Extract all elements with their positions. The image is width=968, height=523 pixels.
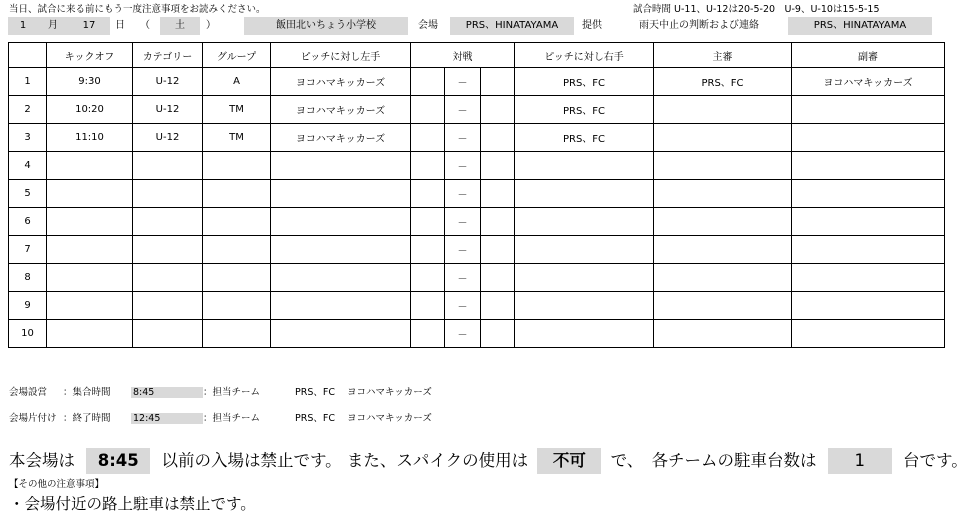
category-cell <box>133 320 203 348</box>
vs-left-blank <box>411 292 445 320</box>
row-number: 3 <box>9 124 47 152</box>
other-notes-heading: 【その他の注意事項】 <box>9 479 105 490</box>
group-cell <box>203 236 271 264</box>
referee-cell <box>654 236 792 264</box>
vs-dash: － <box>445 292 481 320</box>
cleanup-label: 会場片付け <box>9 413 57 424</box>
group-cell: TM <box>203 96 271 124</box>
vs-left-blank <box>411 68 445 96</box>
group-cell: A <box>203 68 271 96</box>
venue-name: 飯田北いちょう小学校 <box>244 17 408 35</box>
right-team-cell: PRS、FC <box>515 68 654 96</box>
notice-part4: 台です。 <box>903 451 968 470</box>
provider-value: PRS、HINATAYAMA <box>450 17 574 35</box>
vs-right-blank <box>481 96 515 124</box>
row-number: 6 <box>9 208 47 236</box>
kickoff-cell <box>47 264 133 292</box>
other-note-item: ・会場付近の路上駐車は禁止です。 <box>9 495 256 513</box>
rain-label: 雨天中止の判断および連絡 <box>639 20 759 31</box>
referee-cell <box>654 208 792 236</box>
assistant-cell <box>792 292 945 320</box>
category-cell <box>133 264 203 292</box>
paren-close: ） <box>206 20 216 31</box>
kickoff-cell <box>47 152 133 180</box>
left-team-cell <box>271 264 411 292</box>
right-team-cell <box>515 180 654 208</box>
parking-value: 1 <box>828 448 892 474</box>
left-team-cell: ヨコハマキッカーズ <box>271 124 411 152</box>
assistant-cell <box>792 320 945 348</box>
kickoff-cell <box>47 320 133 348</box>
setup-team-label: ：担当チーム <box>203 387 261 398</box>
referee-cell: PRS、FC <box>654 68 792 96</box>
group-cell: TM <box>203 124 271 152</box>
day-label: 日 <box>115 20 125 31</box>
table-row <box>9 124 945 152</box>
right-team-cell: PRS、FC <box>515 96 654 124</box>
assistant-cell <box>792 96 945 124</box>
cleanup-team2: ヨコハマキッカーズ <box>347 413 432 424</box>
notice-line <box>9 448 968 474</box>
assistant-cell <box>792 264 945 292</box>
vs-left-blank <box>411 320 445 348</box>
group-cell <box>203 208 271 236</box>
paren-open: （ <box>140 20 150 31</box>
weekday-value: 土 <box>160 17 200 35</box>
vs-right-blank <box>481 208 515 236</box>
setup-team2: ヨコハマキッカーズ <box>347 387 432 398</box>
right-team-cell <box>515 152 654 180</box>
vs-dash: － <box>445 68 481 96</box>
category-cell: U-12 <box>133 96 203 124</box>
right-team-cell <box>515 236 654 264</box>
left-team-cell <box>271 320 411 348</box>
vs-right-blank <box>481 320 515 348</box>
cleanup-team-label: ：担当チーム <box>203 413 261 424</box>
vs-right-blank <box>481 292 515 320</box>
vs-left-blank <box>411 264 445 292</box>
vs-dash: － <box>445 320 481 348</box>
category-cell <box>133 208 203 236</box>
col-header-left-team: ピッチに対し左手 <box>271 43 411 68</box>
setup-line <box>9 384 432 398</box>
table-row <box>9 68 945 96</box>
right-team-cell <box>515 320 654 348</box>
spike-value: 不可 <box>537 448 601 474</box>
group-cell <box>203 292 271 320</box>
cleanup-time-label: ：終了時間 <box>63 413 111 424</box>
right-team-cell: PRS、FC <box>515 124 654 152</box>
category-cell: U-12 <box>133 124 203 152</box>
row-number: 8 <box>9 264 47 292</box>
left-team-cell <box>271 180 411 208</box>
col-header-group: グループ <box>203 43 271 68</box>
kickoff-cell: 9:30 <box>47 68 133 96</box>
kickoff-cell <box>47 180 133 208</box>
referee-cell <box>654 292 792 320</box>
left-team-cell <box>271 208 411 236</box>
vs-right-blank <box>481 180 515 208</box>
vs-left-blank <box>411 152 445 180</box>
left-team-cell: ヨコハマキッカーズ <box>271 96 411 124</box>
venue-label: 会場 <box>418 20 438 31</box>
row-number: 2 <box>9 96 47 124</box>
table-row <box>9 96 945 124</box>
cleanup-time: 12:45 <box>131 413 203 424</box>
assistant-cell <box>792 124 945 152</box>
vs-left-blank <box>411 180 445 208</box>
group-cell <box>203 152 271 180</box>
assistant-cell <box>792 208 945 236</box>
row-number: 5 <box>9 180 47 208</box>
setup-label: 会場設営 <box>9 387 48 398</box>
col-header-right-team: ピッチに対し右手 <box>515 43 654 68</box>
table-row <box>9 180 945 208</box>
vs-left-blank <box>411 236 445 264</box>
group-cell <box>203 264 271 292</box>
table-row <box>9 208 945 236</box>
referee-cell <box>654 124 792 152</box>
vs-right-blank <box>481 124 515 152</box>
rain-contact: PRS、HINATAYAMA <box>788 17 932 35</box>
vs-right-blank <box>481 236 515 264</box>
vs-dash: － <box>445 236 481 264</box>
left-team-cell <box>271 236 411 264</box>
day-value: 17 <box>68 17 110 35</box>
kickoff-cell: 10:20 <box>47 96 133 124</box>
header-info-row <box>8 17 948 35</box>
row-number: 1 <box>9 68 47 96</box>
col-header-match: 対戦 <box>411 43 515 68</box>
vs-dash: － <box>445 180 481 208</box>
left-team-cell <box>271 292 411 320</box>
notice-part3: で、 各チームの駐車台数は <box>610 451 817 470</box>
table-row <box>9 320 945 348</box>
vs-left-blank <box>411 208 445 236</box>
row-number: 4 <box>9 152 47 180</box>
referee-cell <box>654 96 792 124</box>
vs-left-blank <box>411 96 445 124</box>
group-cell <box>203 320 271 348</box>
referee-cell <box>654 320 792 348</box>
assistant-cell <box>792 152 945 180</box>
top-note: 当日、試合に来る前にもう一度注意事項をお読みください。 <box>9 4 266 15</box>
vs-dash: － <box>445 208 481 236</box>
vs-right-blank <box>481 264 515 292</box>
provider-label: 提供 <box>582 20 602 31</box>
category-cell: U-12 <box>133 68 203 96</box>
vs-dash: － <box>445 96 481 124</box>
table-row <box>9 152 945 180</box>
month-label: 月 <box>38 17 68 35</box>
vs-dash: － <box>445 264 481 292</box>
cleanup-line <box>9 410 432 424</box>
cleanup-team1: PRS、FC <box>295 413 335 424</box>
table-header-row <box>9 43 945 68</box>
row-number: 9 <box>9 292 47 320</box>
col-header-referee: 主審 <box>654 43 792 68</box>
kickoff-cell <box>47 236 133 264</box>
referee-cell <box>654 152 792 180</box>
group-cell <box>203 180 271 208</box>
referee-cell <box>654 180 792 208</box>
assistant-cell: ヨコハマキッカーズ <box>792 68 945 96</box>
setup-time: 8:45 <box>131 387 203 398</box>
kickoff-cell <box>47 208 133 236</box>
table-row <box>9 236 945 264</box>
kickoff-cell: 11:10 <box>47 124 133 152</box>
category-cell <box>133 180 203 208</box>
row-number: 10 <box>9 320 47 348</box>
category-cell <box>133 292 203 320</box>
assistant-cell <box>792 236 945 264</box>
right-team-cell <box>515 208 654 236</box>
category-cell <box>133 152 203 180</box>
col-header-assistant: 副審 <box>792 43 945 68</box>
vs-dash: － <box>445 124 481 152</box>
table-row <box>9 264 945 292</box>
table-row <box>9 292 945 320</box>
vs-left-blank <box>411 124 445 152</box>
vs-right-blank <box>481 68 515 96</box>
referee-cell <box>654 264 792 292</box>
col-header-kickoff: キックオフ <box>47 43 133 68</box>
left-team-cell: ヨコハマキッカーズ <box>271 68 411 96</box>
col-header-no <box>9 43 47 68</box>
entry-time-value: 8:45 <box>86 448 150 474</box>
match-time-note: 試合時間 U-11、U-12は20-5-20 U-9、U-10は15-5-15 <box>633 4 880 15</box>
vs-right-blank <box>481 152 515 180</box>
setup-team1: PRS、FC <box>295 387 335 398</box>
assistant-cell <box>792 180 945 208</box>
left-team-cell <box>271 152 411 180</box>
col-header-category: カテゴリー <box>133 43 203 68</box>
right-team-cell <box>515 264 654 292</box>
notice-part1: 本会場は <box>9 451 75 470</box>
schedule-table <box>8 42 945 348</box>
vs-dash: － <box>445 152 481 180</box>
category-cell <box>133 236 203 264</box>
kickoff-cell <box>47 292 133 320</box>
notice-part2: 以前の入場は禁止です。 また、スパイクの使用は <box>161 451 529 470</box>
setup-time-label: ：集合時間 <box>63 387 111 398</box>
month-value: 1 <box>8 17 38 35</box>
right-team-cell <box>515 292 654 320</box>
row-number: 7 <box>9 236 47 264</box>
